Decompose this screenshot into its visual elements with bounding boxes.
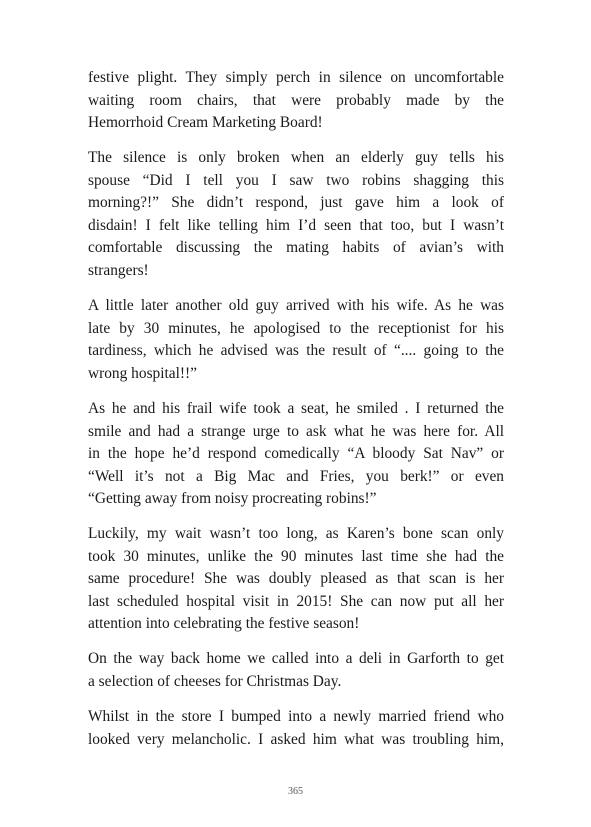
text-line: Whilst in the store I bumped into a newly married friend who — [88, 708, 504, 725]
text-line: same procedure! She was doubly pleased as that scan is her — [88, 570, 504, 588]
paragraph-5 — [88, 523, 504, 636]
text-line: disdain! I felt like telling him I’d seen that too, but I wasn’t — [88, 216, 504, 234]
text-line: tardiness, which he advised was the result of “.... going to the — [88, 342, 504, 360]
text-line: As he and his frail wife took a seat, he smiled . I returned the — [88, 400, 504, 417]
text-line: attention into celebrating the festive season! — [88, 615, 360, 633]
paragraph-3 — [88, 295, 504, 385]
paragraph-7 — [88, 706, 504, 751]
paragraph-1 — [88, 67, 504, 135]
text-line: “Getting away from noisy procreating robins!” — [88, 490, 377, 508]
text-line: strangers! — [88, 261, 149, 279]
text-line: morning?!” She didn’t respond, just gave him a look of — [88, 194, 504, 212]
text-line: a selection of cheeses for Christmas Day. — [88, 672, 342, 690]
paragraph-4 — [88, 398, 504, 511]
text-line: looked very melancholic. I asked him what was troubling him, — [88, 730, 504, 748]
paragraph-6 — [88, 648, 504, 693]
text-line: took 30 minutes, unlike the 90 minutes last time she had the — [88, 547, 504, 565]
text-line: festive plight. They simply perch in silence on uncomfortable — [88, 69, 504, 86]
paragraph-2 — [88, 147, 504, 283]
page-number: 365 — [288, 786, 303, 797]
text-line: Luckily, my wait wasn’t too long, as Karen’s bone scan only — [88, 525, 504, 542]
text-line: On the way back home we called into a deli in Garforth to get — [88, 650, 504, 667]
text-line: comfortable discussing the mating habits of avian’s with — [88, 239, 504, 257]
text-line: The silence is only broken when an elderly guy tells his — [88, 149, 504, 166]
text-line: late by 30 minutes, he apologised to the receptionist for his — [88, 319, 504, 337]
text-line: last scheduled hospital visit in 2015! She can now put all her — [88, 592, 504, 610]
text-line: spouse “Did I tell you I saw two robins shagging this — [88, 171, 504, 189]
text-line: wrong hospital!!” — [88, 364, 197, 382]
text-line: smile and had a strange urge to ask what he was here for. All — [88, 422, 504, 440]
text-line: waiting room chairs, that were probably made by the — [88, 91, 504, 109]
text-line: in the hope he’d respond comedically “A bloody Sat Nav” or — [88, 445, 504, 463]
text-line: Hemorrhoid Cream Marketing Board! — [88, 114, 323, 132]
text-line: “Well it’s not a Big Mac and Fries, you berk!” or even — [88, 467, 504, 485]
text-line: A little later another old guy arrived with his wife. As he was — [88, 297, 504, 314]
